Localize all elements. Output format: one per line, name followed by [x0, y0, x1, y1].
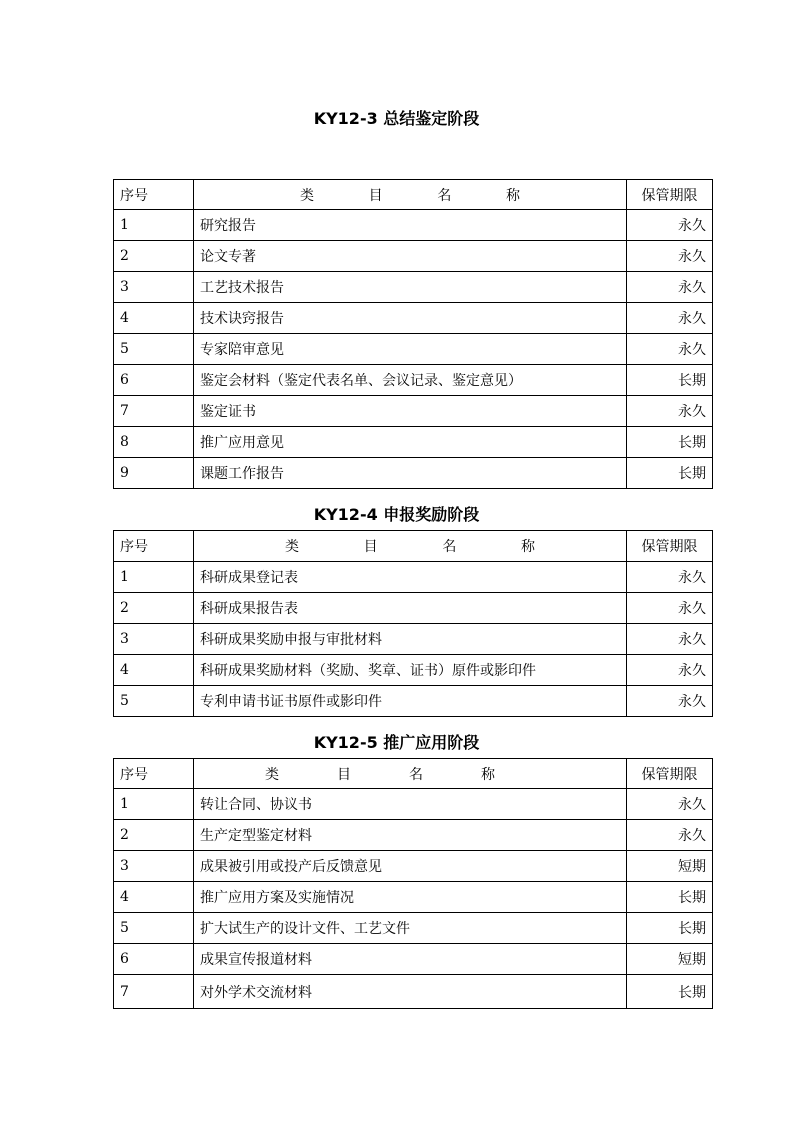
row-number: 5 — [114, 913, 194, 944]
row-category: 专利申请书证书原件或影印件 — [194, 686, 627, 717]
header-category-char: 类 — [300, 187, 314, 204]
row-number: 4 — [114, 303, 194, 334]
row-retention-period: 长期 — [627, 365, 713, 396]
header-retention-period: 保管期限 — [627, 531, 713, 562]
row-retention-period: 永久 — [627, 624, 713, 655]
table-header-row — [114, 531, 713, 562]
row-number: 1 — [114, 562, 194, 593]
retention-table — [113, 530, 713, 717]
table-row — [114, 655, 713, 686]
section-title: KY12-4 申报奖励阶段 — [313, 505, 480, 524]
row-category: 推广应用意见 — [194, 427, 627, 458]
row-number: 4 — [114, 882, 194, 913]
row-number: 2 — [114, 593, 194, 624]
row-category: 成果被引用或投产后反馈意见 — [194, 851, 627, 882]
row-retention-period: 永久 — [627, 272, 713, 303]
header-category-char: 称 — [481, 766, 495, 783]
table-row — [114, 624, 713, 655]
table-row — [114, 820, 713, 851]
row-number: 3 — [114, 272, 194, 303]
row-category: 鉴定证书 — [194, 396, 627, 427]
row-retention-period: 永久 — [627, 593, 713, 624]
header-category-char: 称 — [505, 187, 520, 204]
row-retention-period: 长期 — [627, 975, 713, 1009]
header-category-char: 名 — [442, 539, 457, 555]
row-retention-period: 长期 — [627, 458, 713, 489]
table-row — [114, 975, 713, 1009]
table-row — [114, 944, 713, 975]
header-number: 序号 — [114, 531, 194, 562]
row-retention-period: 永久 — [627, 789, 713, 820]
header-number: 序号 — [114, 759, 194, 789]
header-retention-period: 保管期限 — [627, 180, 713, 210]
header-category — [194, 180, 627, 210]
row-category: 推广应用方案及实施情况 — [194, 882, 627, 913]
retention-table — [113, 179, 713, 489]
row-category: 科研成果报告表 — [194, 593, 627, 624]
header-category-char: 目 — [363, 539, 378, 555]
header-category — [194, 531, 627, 562]
row-category: 鉴定会材料（鉴定代表名单、会议记录、鉴定意见） — [194, 365, 627, 396]
row-number: 2 — [114, 820, 194, 851]
row-category: 课题工作报告 — [194, 458, 627, 489]
table-row — [114, 882, 713, 913]
table-row — [114, 789, 713, 820]
retention-table — [113, 758, 713, 1009]
section-title: KY12-3 总结鉴定阶段 — [313, 109, 480, 128]
table-row — [114, 686, 713, 717]
row-category: 转让合同、协议书 — [194, 789, 627, 820]
header-number: 序号 — [114, 180, 194, 210]
row-retention-period: 长期 — [627, 913, 713, 944]
row-category: 科研成果奖励材料（奖励、奖章、证书）原件或影印件 — [194, 655, 627, 686]
header-category-char: 名 — [409, 766, 423, 783]
row-category: 研究报告 — [194, 210, 627, 241]
row-category: 扩大试生产的设计文件、工艺文件 — [194, 913, 627, 944]
row-number: 6 — [114, 944, 194, 975]
header-category-char: 类 — [265, 766, 279, 783]
table-row — [114, 210, 713, 241]
row-retention-period: 短期 — [627, 851, 713, 882]
table-row — [114, 458, 713, 489]
row-number: 1 — [114, 789, 194, 820]
row-number: 7 — [114, 396, 194, 427]
table-row — [114, 396, 713, 427]
row-category: 论文专著 — [194, 241, 627, 272]
row-number: 5 — [114, 334, 194, 365]
table-row — [114, 365, 713, 396]
header-category-char: 目 — [368, 187, 383, 204]
row-retention-period: 永久 — [627, 303, 713, 334]
header-category-char: 名 — [437, 187, 452, 204]
row-retention-period: 短期 — [627, 944, 713, 975]
table-header-row — [114, 759, 713, 789]
row-category: 工艺技术报告 — [194, 272, 627, 303]
row-number: 2 — [114, 241, 194, 272]
header-category — [194, 759, 627, 789]
header-retention-period: 保管期限 — [627, 759, 713, 789]
table-row — [114, 913, 713, 944]
table-row — [114, 593, 713, 624]
table-row — [114, 272, 713, 303]
row-number: 3 — [114, 624, 194, 655]
row-category: 科研成果奖励申报与审批材料 — [194, 624, 627, 655]
row-retention-period: 永久 — [627, 562, 713, 593]
row-retention-period: 永久 — [627, 241, 713, 272]
table-row — [114, 303, 713, 334]
row-category: 技术诀窍报告 — [194, 303, 627, 334]
row-category: 科研成果登记表 — [194, 562, 627, 593]
table-row — [114, 427, 713, 458]
row-number: 4 — [114, 655, 194, 686]
row-category: 对外学术交流材料 — [194, 975, 627, 1009]
row-number: 8 — [114, 427, 194, 458]
row-number: 3 — [114, 851, 194, 882]
row-retention-period: 永久 — [627, 686, 713, 717]
row-number: 9 — [114, 458, 194, 489]
row-retention-period: 永久 — [627, 210, 713, 241]
row-retention-period: 长期 — [627, 427, 713, 458]
row-retention-period: 永久 — [627, 655, 713, 686]
section-title: KY12-5 推广应用阶段 — [313, 733, 480, 752]
table-row — [114, 334, 713, 365]
row-number: 5 — [114, 686, 194, 717]
row-number: 7 — [114, 975, 194, 1009]
row-category: 专家陪审意见 — [194, 334, 627, 365]
header-category-char: 目 — [337, 766, 351, 783]
table-row — [114, 851, 713, 882]
table-row — [114, 562, 713, 593]
row-retention-period: 永久 — [627, 334, 713, 365]
table-row — [114, 241, 713, 272]
table-header-row — [114, 180, 713, 210]
header-category-char: 类 — [285, 539, 299, 555]
row-retention-period: 永久 — [627, 820, 713, 851]
row-category: 成果宣传报道材料 — [194, 944, 627, 975]
row-category: 生产定型鉴定材料 — [194, 820, 627, 851]
row-number: 1 — [114, 210, 194, 241]
header-category-char: 称 — [520, 539, 535, 555]
row-number: 6 — [114, 365, 194, 396]
row-retention-period: 长期 — [627, 882, 713, 913]
row-retention-period: 永久 — [627, 396, 713, 427]
